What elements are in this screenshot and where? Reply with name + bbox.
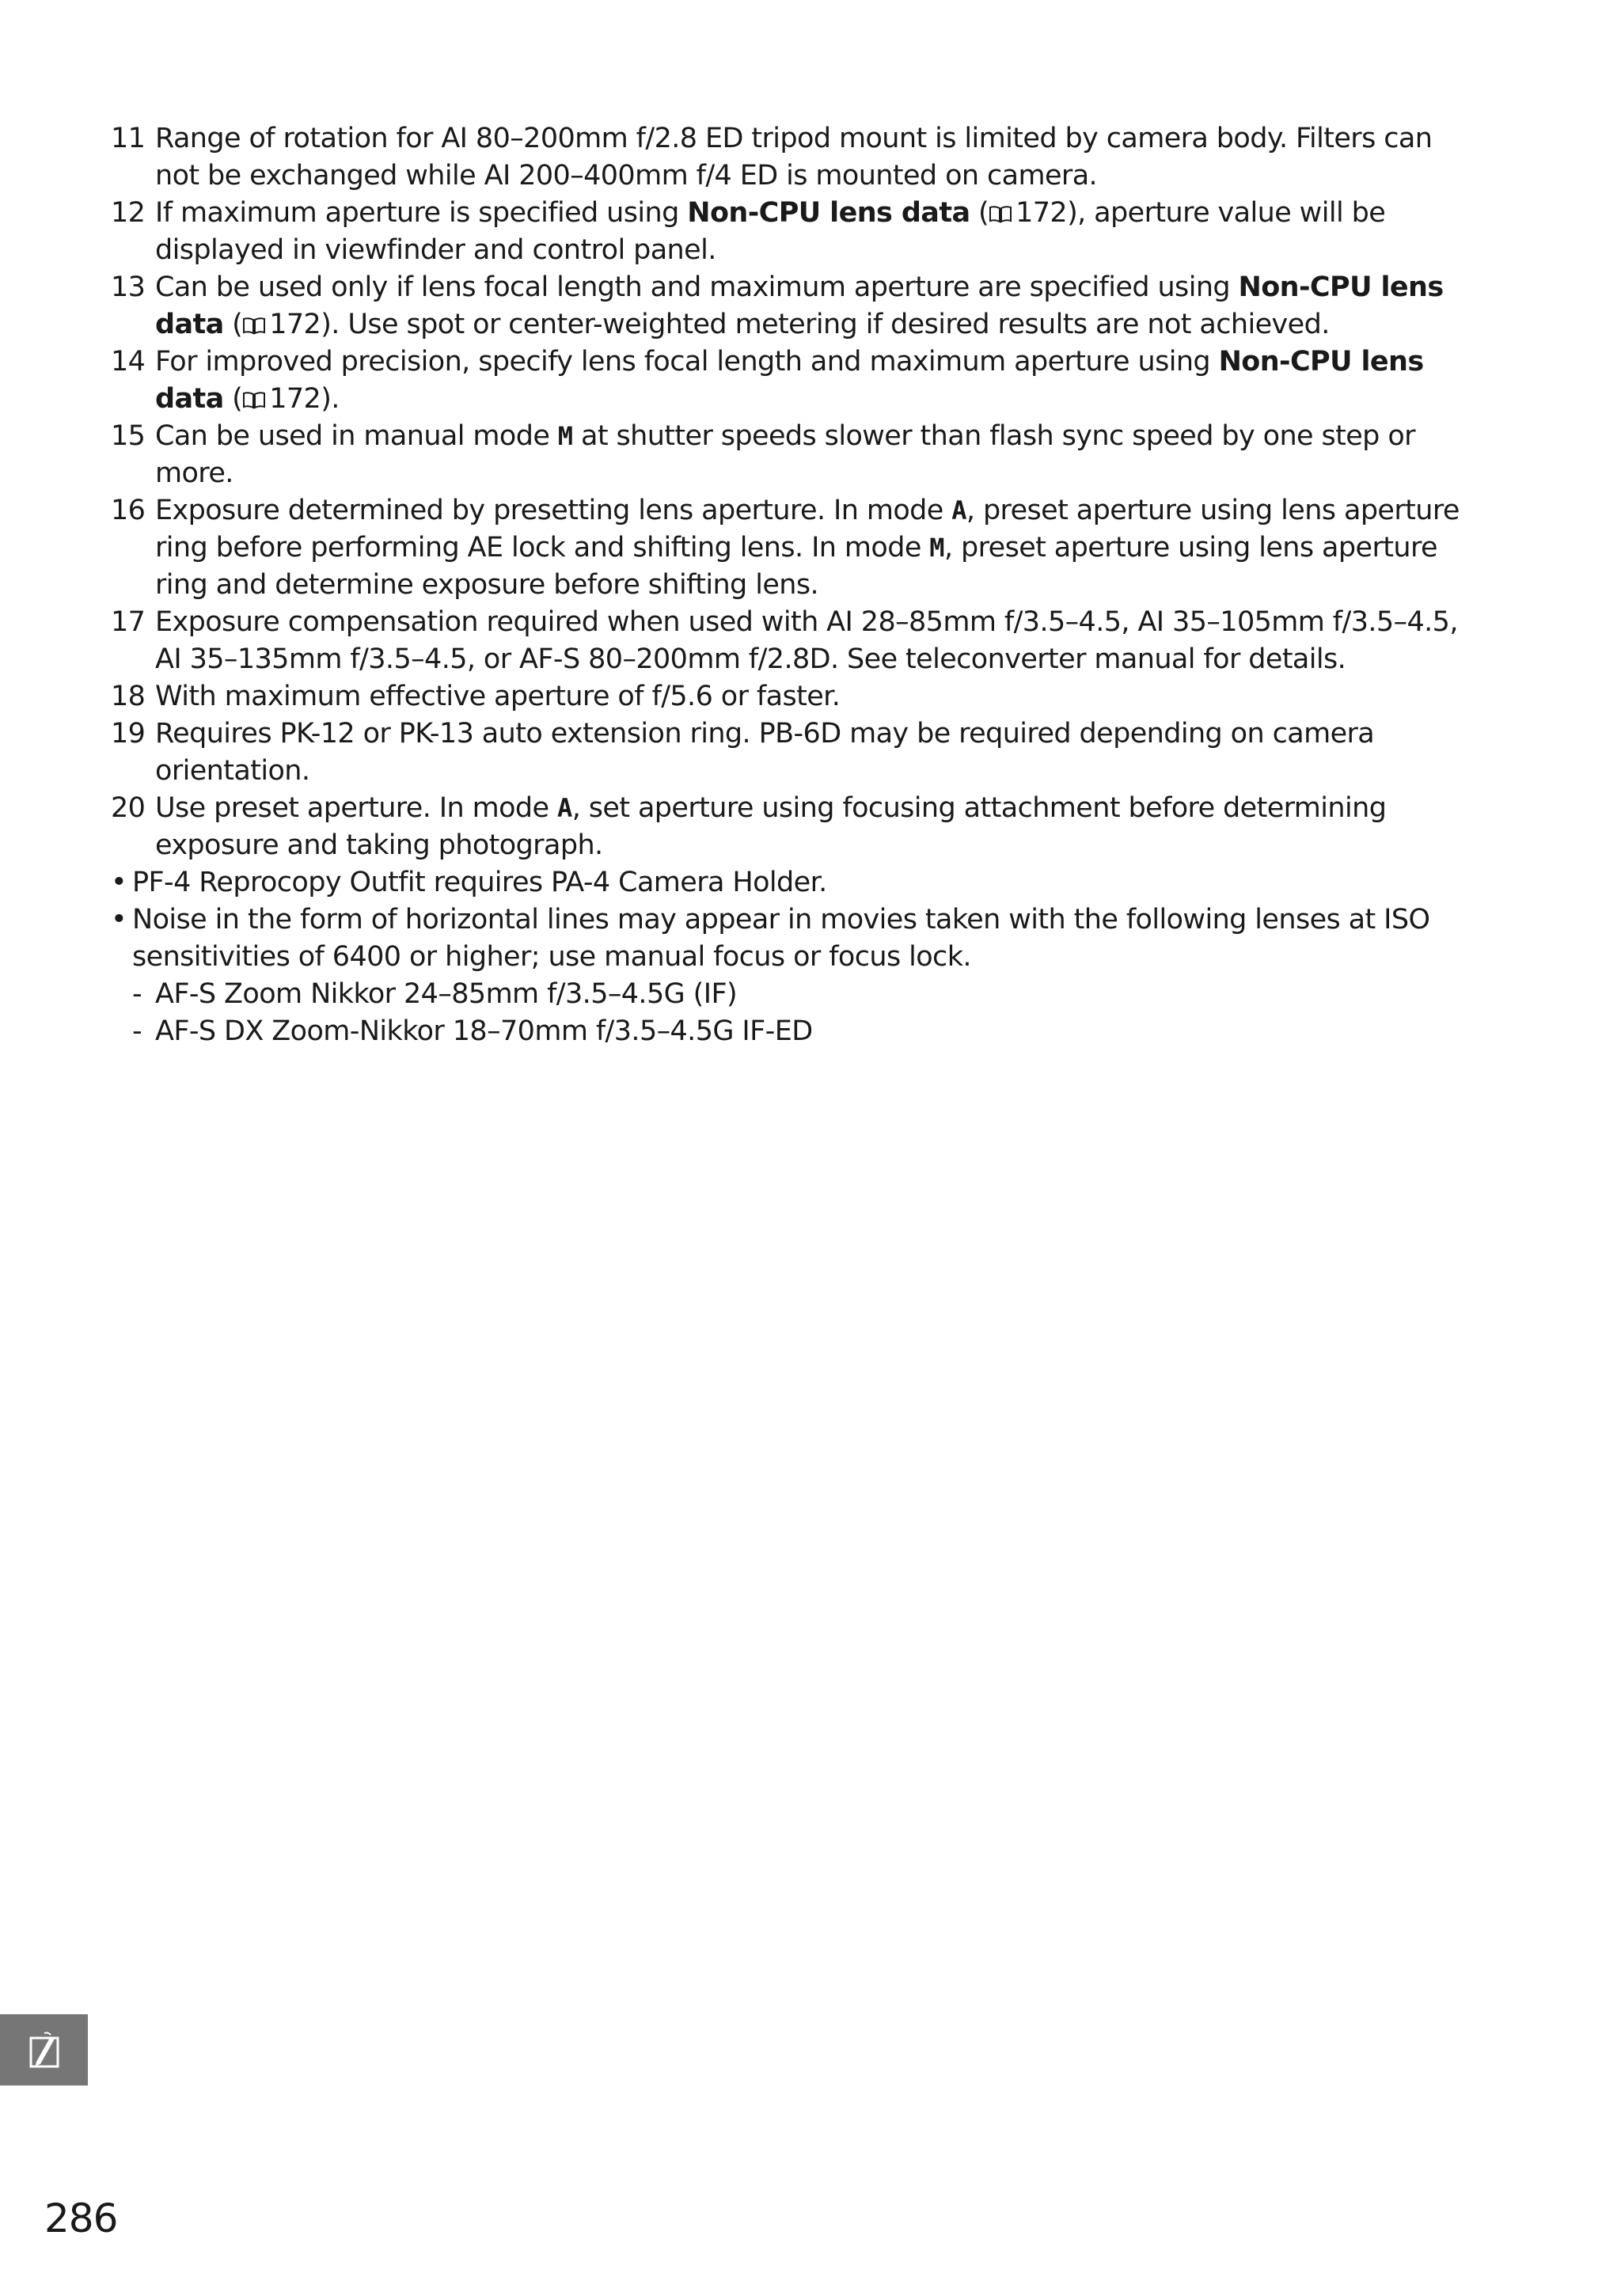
- note-12: [111, 195, 1480, 269]
- bullet-item: [111, 901, 1480, 976]
- bullet-text: PF-4 Reprocopy Outfit requires PA-4 Camera Holder.: [132, 867, 827, 898]
- note-text: Exposure compensation required when used with AI 28–85mm f/3.5–4.5, AI 35–105mm f/3.5–4.5, AI 35–135mm f/3.5–4.5, or AF-S 80–200mm f/2.8D. See teleconverter manual for details.: [155, 606, 1458, 675]
- sub-list-text: AF-S Zoom Nikkor 24–85mm f/3.5–4.5G (IF): [155, 978, 738, 1010]
- mode-symbol: A: [557, 793, 572, 823]
- note-20: [111, 790, 1480, 864]
- book-icon: [242, 391, 266, 410]
- note-text: With maximum effective aperture of f/5.6 or faster.: [155, 681, 841, 712]
- note-text: Exposure determined by presetting lens aperture. In mode: [155, 495, 952, 526]
- note-text: , preset aperture using lens aperture ring and determine exposure before shifting lens.: [155, 532, 1437, 601]
- menu-item-name: Non-CPU lens data: [155, 346, 1424, 415]
- note-text: (: [223, 383, 243, 415]
- note-17: [111, 604, 1480, 678]
- sub-list-item: [111, 1013, 1480, 1050]
- note-text: at shutter speeds slower than flash sync speed by one step or more.: [155, 420, 1415, 489]
- note-number: 14: [111, 346, 146, 378]
- dash-mark: -: [132, 978, 142, 1010]
- page-number: 286: [44, 2195, 118, 2241]
- note-text: Can be used only if lens focal length and maximum aperture are specified using: [155, 271, 1239, 303]
- note-text: ). Use spot or center-weighted metering if desired results are not achieved.: [321, 309, 1330, 340]
- sub-list-text: AF-S DX Zoom-Nikkor 18–70mm f/3.5–4.5G IF-ED: [155, 1015, 813, 1047]
- note-number: 20: [111, 792, 146, 824]
- note-19: [111, 715, 1480, 790]
- note-number: 15: [111, 420, 146, 452]
- note-text: , preset aperture using lens aperture ring before performing AE lock and shifting lens. In mode: [155, 495, 1460, 564]
- menu-item-name: Non-CPU lens data: [687, 197, 970, 229]
- note-number: 11: [111, 123, 146, 154]
- note-14: [111, 343, 1480, 418]
- mode-symbol: M: [557, 421, 573, 451]
- note-15: [111, 418, 1480, 492]
- note-18: [111, 678, 1480, 715]
- bullet-mark: •: [111, 904, 127, 935]
- note-number: 13: [111, 271, 146, 303]
- sub-list-item: [111, 976, 1480, 1013]
- note-text: (: [970, 197, 989, 229]
- menu-item-name: Non-CPU lens data: [155, 271, 1444, 340]
- book-icon: [242, 317, 266, 336]
- note-text: Use preset aperture. In mode: [155, 792, 558, 824]
- mode-symbol: M: [929, 533, 944, 563]
- bullet-text: Noise in the form of horizontal lines may appear in movies taken with the following lenses at ISO sensitivities of 6400 or higher; use manual focus or focus lock.: [132, 904, 1430, 973]
- note-text: ), aperture value will be displayed in viewfinder and control panel.: [155, 197, 1386, 266]
- note-number: 12: [111, 197, 146, 229]
- note-13: [111, 269, 1480, 343]
- page-reference[interactable]: 172: [269, 309, 321, 340]
- page-reference[interactable]: 172: [269, 383, 321, 415]
- page-reference[interactable]: 172: [1015, 197, 1068, 229]
- note-text: Requires PK-12 or PK-13 auto extension ring. PB-6D may be required depending on camera orientation.: [155, 718, 1375, 787]
- note-text: (: [223, 309, 243, 340]
- note-text: , set aperture using focusing attachment before determining exposure and taking photograph.: [155, 792, 1387, 861]
- bullet-item: [111, 864, 1480, 901]
- bullet-mark: •: [111, 867, 127, 898]
- note-number: 16: [111, 495, 146, 526]
- note-16: [111, 492, 1480, 604]
- note-text: If maximum aperture is specified using: [155, 197, 688, 229]
- note-number: 18: [111, 681, 146, 712]
- note-11: [111, 120, 1480, 195]
- mode-symbol: A: [951, 495, 966, 526]
- book-icon: [989, 205, 1012, 224]
- note-text: Can be used in manual mode: [155, 420, 558, 452]
- footnotes: [111, 120, 1480, 1050]
- note-text: Range of rotation for AI 80–200mm f/2.8 ED tripod mount is limited by camera body. Filters can not be exchanged while AI 200–400mm f/4 ED is mounted on camera.: [155, 123, 1433, 192]
- note-number: 17: [111, 606, 146, 638]
- note-text: ).: [321, 383, 340, 415]
- note-text: For improved precision, specify lens focal length and maximum aperture using: [155, 346, 1219, 378]
- dash-mark: -: [132, 1015, 142, 1047]
- notes-pencil-icon: [28, 2030, 60, 2070]
- section-tab[interactable]: [0, 2014, 88, 2085]
- note-number: 19: [111, 718, 146, 750]
